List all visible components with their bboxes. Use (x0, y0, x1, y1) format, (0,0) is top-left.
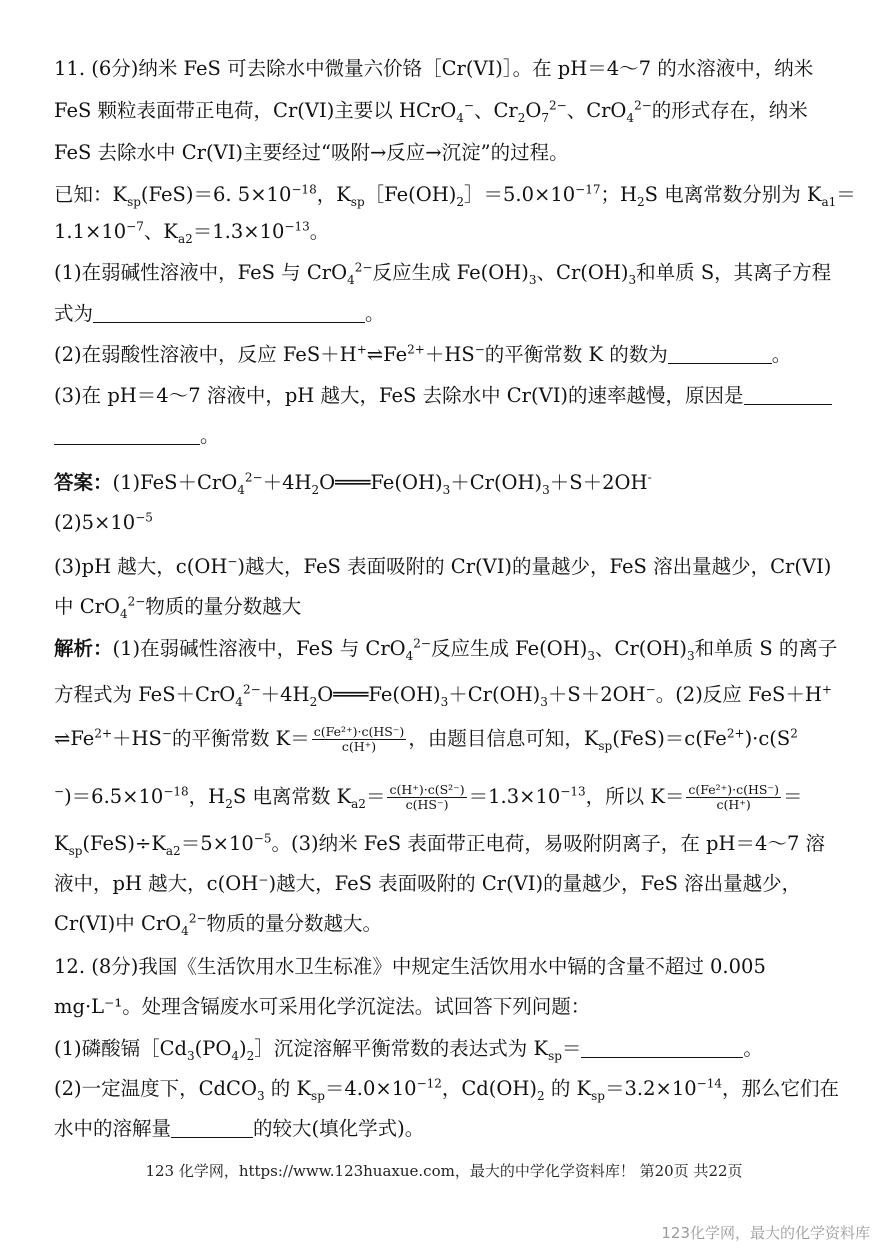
answer-blank-4[interactable] (581, 1037, 743, 1058)
fraction-k-2: $\frac{\text{c(Fe²⁺)·c(HS⁻)}}{c(H^+)}$ (688, 782, 779, 812)
answer-blank-2[interactable] (668, 343, 772, 364)
answer-line-1: 答案：$(1)FeS+CrO_4^{2-}+4H_2O═══Fe(OH)_3+Cr(OH)_3+S+2OH^-$ (54, 470, 652, 497)
q11-line-3: FeS 去除水中 Cr(VI)主要经过“吸附→反应→沉淀”的过程。 (54, 141, 569, 164)
analysis-line-7: Cr(VI)中 CrO$_4^{2-}$物质的量分数越大。 (54, 911, 383, 938)
q12-line-1: 12. (8分)我国《生活饮用水卫生标准》中规定生活饮用水中镉的含量不超过 0.005 (54, 955, 766, 978)
q12-part-1: (1)磷酸镉$[Cd_3(PO_4)_2]$沉淀溶解平衡常数的表达式为 $K_{sp}=$ 。 (54, 1037, 763, 1063)
q12-part-2: (2)一定温度下，CdCO$_3$ 的 $K_{sp}=4.0\times 10^{-12}$，$Cd(OH)_2$ 的 $K_{sp}=3.2\times 10^{-14}$，那么它们在 (54, 1076, 839, 1103)
answer-line-2: $(2)5\times 10^{-5}$ (54, 510, 153, 534)
analysis-line-3: $\rightleftharpoons Fe^{2+}+HS^-$的平衡常数 K＝ $\frac{\text{c(Fe²⁺)·c(HS⁻)}}{c(H^+)}$ ，由题目信息可知，$K_{sp}(FeS)=c(Fe^{2+})\cdot c(S^2$ (54, 724, 798, 754)
analysis-line-1: 解析：(1)在弱碱性溶液中，FeS 与 CrO$_4^{2-}$反应生成 $Fe(OH)_3$、$Cr(OH)_3$和单质 S 的离子 (54, 636, 838, 663)
q11-known-line-1: 已知：$K_{sp}(FeS)=6$. $5\times 10^{-18}$，$K_{sp}[Fe(OH)_2]=5.0\times 10^{-17}$；$H_2S$ 电离常数分别为 $K_{a1}=$ (54, 182, 856, 209)
page-footer: 123 化学网，https://www.123huaxue.com，最大的中学化学资料库！ 第20页 共22页 (145, 1162, 743, 1180)
q11-line-1: 11. (6分)纳米 FeS 可去除水中微量六价铬［Cr(VI)］。在 pH＝4～7 的水溶液中，纳米 (54, 57, 814, 80)
q11-part-2: (2)在弱酸性溶液中，反应 $FeS+H^+\rightleftharpoons Fe^{2+}+HS^-$的平衡常数 K 的数为 。 (54, 342, 792, 366)
answer-blank-5[interactable] (171, 1117, 253, 1138)
answer-line-4: 中 CrO$_4^{2-}$物质的量分数越大 (54, 594, 302, 621)
analysis-line-5: $K_{sp}(FeS)\div K_{a2}=5\times 10^{-5}$。(3)纳米 FeS 表面带正电荷，易吸附阴离子，在 pH＝4～7 溶 (54, 831, 826, 858)
fraction-k: $\frac{\text{c(Fe²⁺)·c(HS⁻)}}{c(H^+)}$ (313, 724, 405, 754)
analysis-line-6: 液中，pH 越大，c(OH⁻)越大，FeS 表面吸附的 Cr(VI)的量越少，FeS 溶出量越少， (54, 872, 802, 895)
q11-part-3: (3)在 pH＝4～7 溶液中，pH 越大，FeS 去除水中 Cr(VI)的速率越慢，原因是 (54, 381, 840, 411)
q11-part-3-cont: 。 (54, 421, 840, 451)
q11-part-1: (1)在弱碱性溶液中，FeS 与 CrO$_4^{2-}$反应生成 $Fe(OH)_3$、$Cr(OH)_3$和单质 S，其离子方程 (54, 260, 832, 287)
q11-part-1-cont: 式为 。 (54, 302, 385, 325)
answer-line-3: (3)pH 越大，c(OH−)越大，FeS 表面吸附的 Cr(VI)的量越少，FeS 溶出量越少，Cr(VI) (54, 554, 832, 578)
analysis-line-2: 方程式为 $FeS+CrO_4^{2-}+4H_2O═══Fe(OH)_3+Cr(OH)_3+S+2OH^-$。(2)反应 FeS＋H+ (54, 682, 832, 709)
answer-blank-3b[interactable] (54, 424, 200, 445)
q11-line-2: FeS 颗粒表面带正电荷，Cr(VI)主要以 HCrO$_4$−、$Cr_2O_7^{2-}$、CrO$_4^{2-}$的形式存在，纳米 (54, 98, 808, 125)
answer-blank-3a[interactable] (744, 384, 832, 405)
q11-known-line-2: $1.1\times 10^{-7}$、$K_{a2}=1.3\times 10^{-13}$。 (54, 219, 330, 246)
analysis-line-4: $^-)=6.5\times 10^{-18}$，$H_2S$ 电离常数 $K_{a2}=$ $\frac{\text{c(H⁺)·c(S²⁻)}}{c(HS^-)}$ $=1.3\times 10^{-13}$，所以 K＝ $\frac{\text{c(Fe²⁺)·c(HS⁻)}}{c(H^+)}$ ＝ (54, 782, 803, 812)
site-watermark: 123化学网，最大的化学资料库 (661, 1224, 870, 1242)
q12-part-2-cont: 水中的溶解量 的较大(填化学式)。 (54, 1117, 425, 1140)
fraction-ka2: $\frac{\text{c(H⁺)·c(S²⁻)}}{c(HS^-)}$ (389, 782, 465, 812)
q12-line-2: mg·L⁻¹。处理含镉废水可采用化学沉淀法。试回答下列问题： (54, 995, 591, 1018)
answer-blank-1[interactable] (93, 302, 365, 323)
